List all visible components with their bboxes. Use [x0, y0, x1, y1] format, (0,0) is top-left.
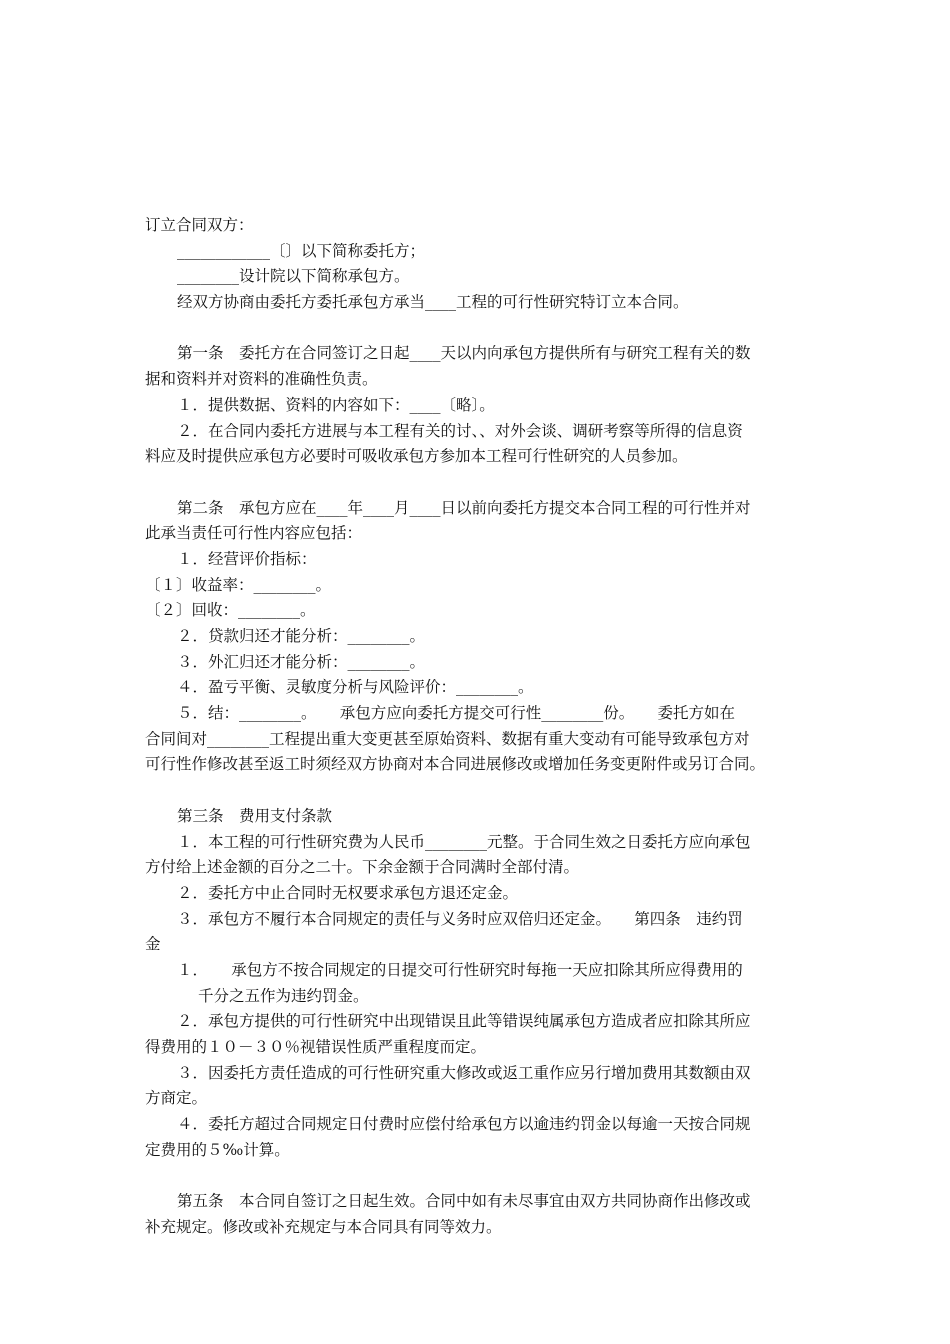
article-4-item-3-line-1: ３．因委托方责任造成的可行性研究重大修改或返工重作应另行增加费用其数额由双: [177, 1063, 751, 1082]
article-3-item-2: ２．委托方中止合同时无权要求承包方退还定金。: [177, 883, 519, 902]
article-1-line-1: 第一条 委托方在合同签订之日起____天以内向承包方提供所有与研究工程有关的数: [177, 344, 751, 363]
article-2-item-5-line-1: ５．结：________。 承包方应向委托方提交可行性________份。 委托方如在: [177, 704, 736, 723]
spacer: [145, 778, 807, 804]
article-4-item-4-line-1: ４．委托方超过合同规定日付费时应偿付给承包方以逾违约罚金以每逾一天按合同规: [177, 1115, 751, 1134]
article-2-line-1: 第二条 承包方应在____年____月____日以前向委托方提交本合同工程的可行性并对: [177, 498, 751, 517]
article-2-item-1-sub-2: 〔２〕回收：________。: [145, 601, 316, 620]
article-1-item-2-line-1: ２．在合同内委托方进展与本工程有关的讨、、对外会谈、调研考察等所得的信息资: [177, 421, 743, 440]
article-2-item-3: ３．外汇归还才能分析：________。: [177, 652, 426, 671]
article-1-item-1: １．提供数据、资料的内容如下：____〔略〕。: [177, 395, 495, 414]
article-2-line-2: 此承当责任可行性内容应包括：: [145, 524, 363, 543]
article-4-item-4-line-2: 定费用的５‰计算。: [145, 1140, 290, 1159]
spacer: [145, 1163, 807, 1189]
article-4-heading-tail: 金: [145, 935, 161, 954]
article-3-item-1-line-2: 方付给上述金额的百分之二十。下余金额于合同满时全部付清。: [145, 858, 580, 877]
article-3-item-1-line-1: １．本工程的可行性研究费为人民币________元整。于合同生效之日委托方应向承包: [177, 832, 751, 851]
article-2-item-4: ４．盈亏平衡、灵敏度分析与风险评价：________。: [177, 678, 534, 697]
spacer: [145, 316, 807, 342]
spacer: [145, 470, 807, 496]
article-4-item-2-line-2: 得费用的１０－３０％视错误性质严重程度而定。: [145, 1038, 487, 1056]
article-4-item-1-line-1: １． 承包方不按合同规定的日提交可行性研究时每拖一天应扣除其所应得费用的: [177, 960, 743, 979]
article-2-item-2: ２．贷款归还才能分析：________。: [177, 627, 426, 645]
article-4-item-1-line-2: 千分之五作为违约罚金。: [198, 986, 369, 1005]
article-2-item-1-sub-1: 〔１〕收益率：________。: [145, 575, 332, 594]
article-5-line-2: 补充规定。修改或补充规定与本合同具有同等效力。: [145, 1217, 502, 1236]
article-3-item-3-line-1: ３．承包方不履行本合同规定的责任与义务时应双倍归还定金。 第四条 违约罚: [177, 909, 743, 928]
preamble: 经双方协商由委托方委托承包方承当____工程的可行性研究特订立本合同。: [177, 293, 689, 312]
article-4-item-3-line-2: 方商定。: [145, 1089, 208, 1108]
contract-document: [145, 213, 807, 1241]
article-1-line-2: 据和资料并对资料的准确性负责。: [145, 370, 378, 389]
article-4-item-2-line-1: ２．承包方提供的可行性研究中出现错误且此等错误纯属承包方造成者应扣除其所应: [177, 1012, 751, 1031]
article-2-item-5-line-3: 可行性作修改甚至返工时须经双方协商对本合同进展修改或增加任务变更附件或另订合同。: [145, 755, 766, 774]
heading-parties: 订立合同双方：: [145, 216, 254, 234]
article-2-item-1: １．经营评价指标：: [177, 549, 317, 568]
article-2-item-5-line-2: 合同间对________工程提出重大变更甚至原始资料、数据有重大变动有可能导致承包方对: [145, 729, 750, 748]
article-5-line-1: 第五条 本合同自签订之日起生效。合同中如有未尽事宜由双方共同协商作出修改或: [177, 1192, 751, 1211]
party-client: ____________〔〕以下简称委托方；: [177, 241, 426, 260]
article-3-heading: 第三条 费用支付条款: [177, 806, 333, 825]
party-contractor: ________设计院以下简称承包方。: [177, 267, 410, 286]
article-1-item-2-line-2: 料应及时提供应承包方必要时可吸收承包方参加本工程可行性研究的人员参加。: [145, 447, 688, 466]
